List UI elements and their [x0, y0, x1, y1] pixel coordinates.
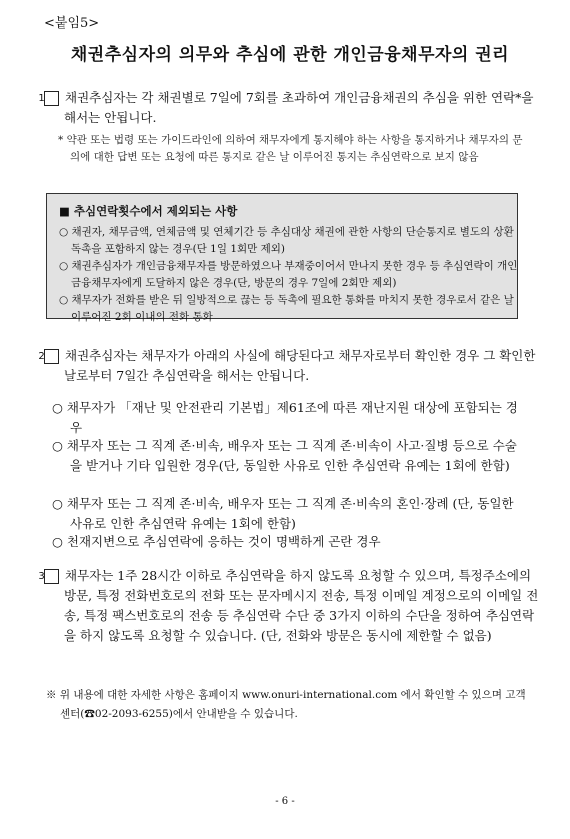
- section-2-bullet-3: ○ 채무자 또는 그 직계 존·비속, 배우자 또는 그 직계 존·비속의 혼인·장례 (단, 동일한 사유로 인한 추심연락 유예는 1회에 한함): [52, 496, 514, 531]
- section-2: [38, 346, 542, 386]
- section-1-number: 1: [44, 91, 59, 106]
- section-2-bullet-1: ○ 채무자가 「재난 및 안전관리 기본법」제61조에 따른 재난지원 대상에 포함되는 경우: [52, 400, 518, 435]
- section-2-bullet-4: ○ 천재지변으로 추심연락에 응하는 것이 명백하게 곤란 경우: [52, 534, 381, 549]
- exclusion-box: [46, 193, 518, 323]
- section-1-text: 채권추심자는 각 채권별로 7일에 7회를 초과하여 개인금융채권의 추심을 위한 연락*을 해서는 안됩니다.: [64, 90, 534, 125]
- exclusion-item-2: ○ 채권추심자가 개인금융채무자를 방문하였으나 부재중이어서 만나지 못한 경우 등 추심연락이 개인금융채무자에게 도달하지 않은 경우(단, 방문의 경우 7일에 2회만 제외): [59, 260, 518, 289]
- section-1: [38, 88, 542, 128]
- section-2-number: 2: [44, 349, 59, 364]
- exclusion-item-3: ○ 채무자가 전화를 받은 뒤 일방적으로 끊는 등 독촉에 필요한 통화를 마치지 못한 경우로서 같은 날 이루어진 2회 이내의 전화 통화: [59, 294, 514, 323]
- page-number: - 6 -: [275, 796, 295, 807]
- attachment-label: <붙임5>: [44, 16, 100, 31]
- exclusion-item-1: ○ 채권자, 채무금액, 연체금액 및 연체기간 등 추심대상 채권에 관한 사항의 단순통지로 별도의 상환독촉을 포함하지 않는 경우(단 1일 1회만 제외): [59, 226, 514, 255]
- exclusion-box-title: ■ 추심연락횟수에서 제외되는 사항: [59, 204, 238, 218]
- page-title: 채권추심자의 의무와 추심에 관한 개인금융채무자의 권리: [70, 45, 510, 65]
- footnote: ※ 위 내용에 대한 자세한 사항은 홈페이지 www.onuri-international.com 에서 확인할 수 있으며 고객센터(☎02-2093-6255)에서 안내받을 수 있습니다.: [46, 689, 526, 720]
- section-2-text: 채권추심자는 채무자가 아래의 사실에 해당된다고 채무자로부터 확인한 경우 그 확인한 날로부터 7일간 추심연락을 해서는 안됩니다.: [64, 348, 536, 383]
- section-3-text: 채무자는 1주 28시간 이하로 추심연락을 하지 않도록 요청할 수 있으며, 특정주소에의 방문, 특정 전화번호로의 전화 또는 문자메시지 전송, 특정 이메일 계정으로의 이메일 전송, 특정 팩스번호로의 전송 등 추심연락 수단 중 3가지 이하의 수단을 정하여 추심연락을 하지 않도록 요청할 수 있습니다. (단, 전화와 방문은 동시에 제한할 수 없음): [64, 568, 539, 643]
- section-3: [38, 566, 542, 646]
- section-3-number: 3: [44, 569, 59, 584]
- section-2-bullet-2: ○ 채무자 또는 그 직계 존·비속, 배우자 또는 그 직계 존·비속이 사고·질병 등으로 수술을 받거나 기타 입원한 경우(단, 동일한 사유로 인한 추심연락 유예는 1회에 한함): [52, 438, 517, 473]
- section-1-note: * 약관 또는 법령 또는 가이드라인에 의하여 채무자에게 통지해야 하는 사항을 통지하거나 채무자의 문의에 대한 답변 또는 요청에 따른 통지로 같은 날 이루어진 통지는 추심연락으로 보지 않음: [58, 134, 523, 163]
